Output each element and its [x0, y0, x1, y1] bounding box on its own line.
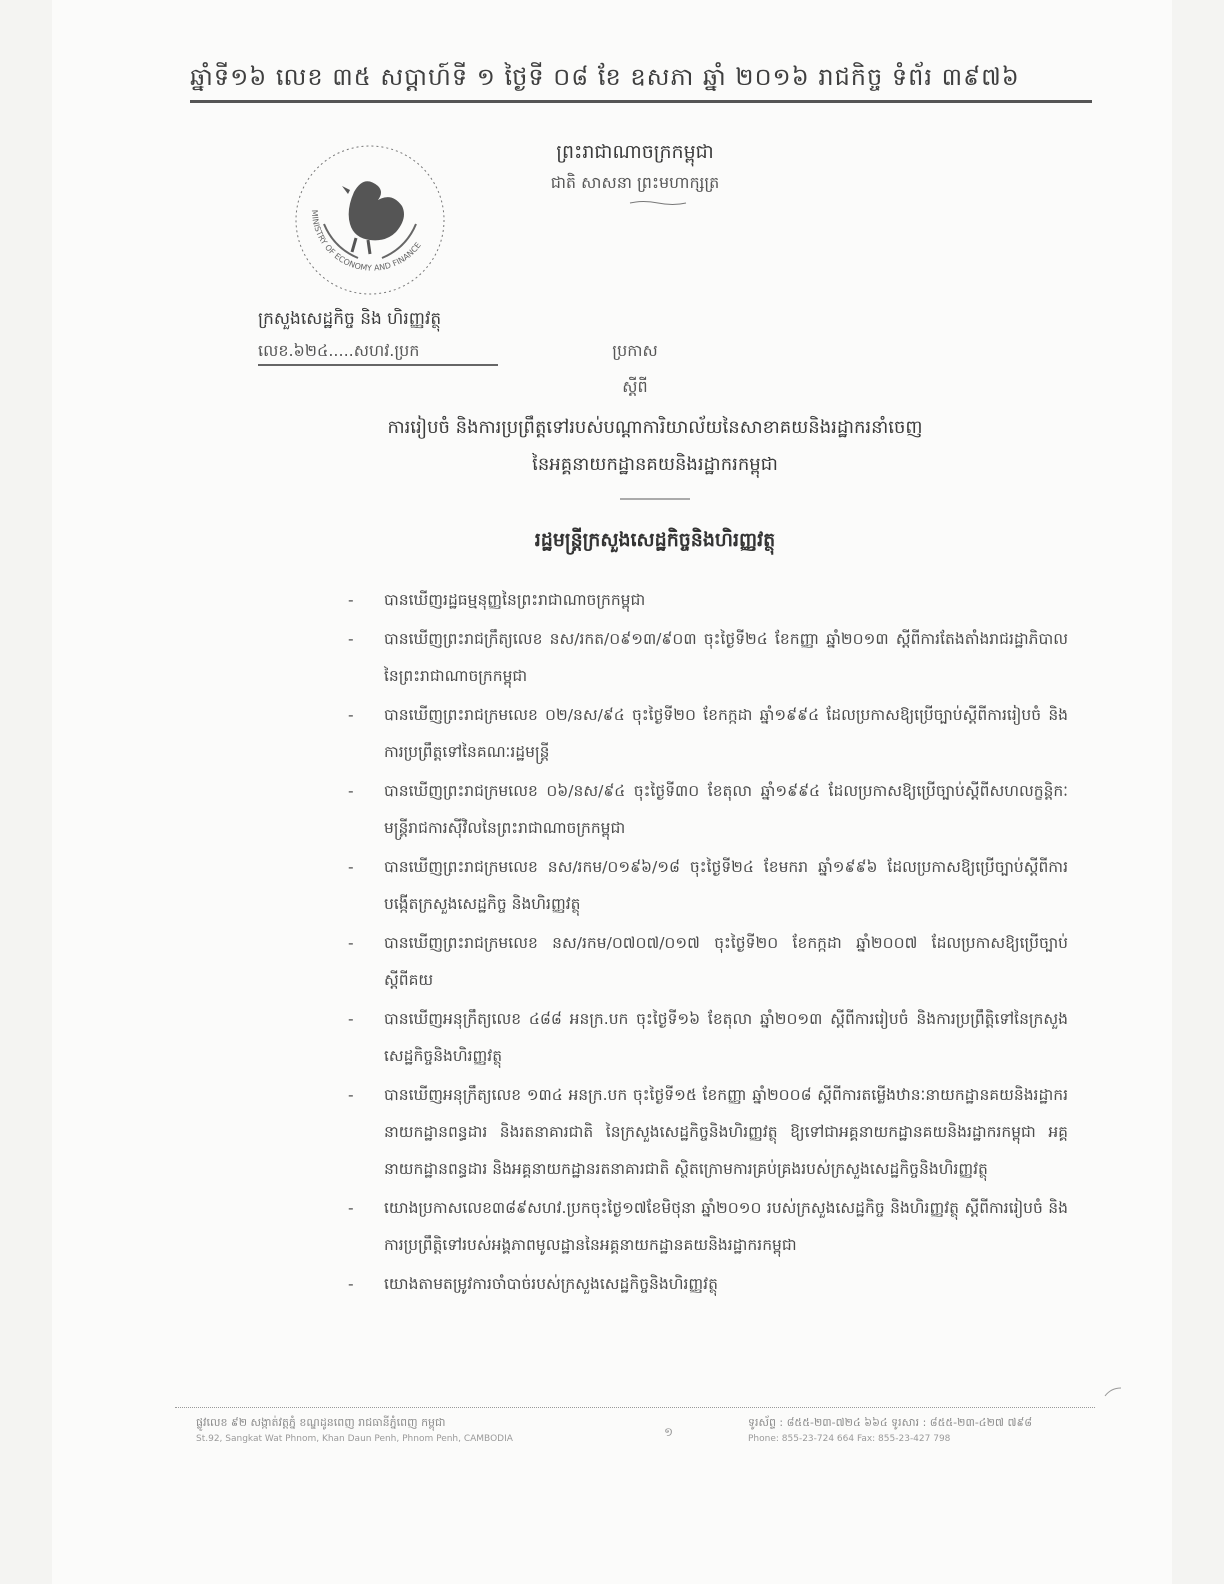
clause-text: បានឃើញរដ្ឋធម្មនុញ្ញនៃព្រះរាជាណាចក្រកម្ពុជា	[384, 591, 646, 609]
footer-phone-khmer: ទូរស័ព្ទ : ៨៥៥-២៣-៧២៤ ៦៦៤ ទូរសារ : ៨៥៥-២៣-៤២៧ ៧៩៨	[748, 1416, 1033, 1429]
motto-flourish	[628, 200, 688, 206]
clause-bullet: -	[348, 1086, 354, 1104]
pen-mark-icon	[1104, 1386, 1122, 1398]
document-about: ស្តីពី	[622, 377, 648, 396]
header-rule	[190, 100, 1092, 103]
clause-text: បានឃើញព្រះរាជក្រឹត្យលេខ នស/រកត/០៩១៣/៩០៣ ចុះថ្ងៃទី២៤ ខែកញ្ញា ឆ្នាំ២០១៣ ស្តីពីការតែងតាំងរាជរដ្ឋាភិបាលនៃព្រះរាជាណាចក្រកម្ពុជា	[384, 630, 1068, 685]
clause-text: បានឃើញព្រះរាជក្រមលេខ ០៦/នស/៩៤ ចុះថ្ងៃទី៣០ ខែតុលា ឆ្នាំ១៩៩៤ ដែលប្រកាសឱ្យប្រើច្បាប់ស្តីពីសហលក្ខន្តិកៈមន្ត្រីរាជការស៊ីវិលនៃព្រះរាជាណាចក្រកម្ពុជា	[384, 782, 1068, 837]
title-divider	[620, 498, 690, 500]
national-motto: ជាតិ សាសនា ព្រះមហាក្សត្រ	[550, 173, 720, 192]
kingdom-heading: ព្រះរាជាណាចក្រកម្ពុជា	[556, 141, 714, 163]
preamble-clause	[348, 925, 1068, 999]
footer-phone-english: Phone: 855-23-724 664 Fax: 855-23-427 798	[748, 1434, 951, 1444]
ministry-name: ក្រសួងសេដ្ឋកិច្ច និង ហិរញ្ញវត្ថុ	[258, 309, 442, 329]
clause-text: យោងតាមតម្រូវការចាំបាច់របស់ក្រសួងសេដ្ឋកិច្ចនិងហិរញ្ញវត្ថុ	[384, 1275, 718, 1293]
seal-text: MINISTRY OF ECONOMY AND FINANCE	[309, 209, 423, 273]
footer-rule	[175, 1407, 1095, 1409]
clause-text: បានឃើញអនុក្រឹត្យលេខ ១៣៤ អនក្រ.បក ចុះថ្ងៃទី១៥ ខែកញ្ញា ឆ្នាំ២០០៨ ស្តីពីការតម្លើងឋានៈនាយកដ្ឋានគយនិងរដ្ឋាករ នាយកដ្ឋានពន្ធដារ និងរតនាគារជាតិ នៃក្រសួងសេដ្ឋកិច្ចនិងហិរញ្ញវត្ថុ ឱ្យទៅជាអគ្គនាយកដ្ឋានគយនិងរដ្ឋាករកម្ពុជា អគ្គនាយកដ្ឋានពន្ធដារ និងអគ្គនាយកដ្ឋានរតនាគារជាតិ ស្ថិតក្រោមការគ្រប់គ្រងរបស់ក្រសួងសេដ្ឋកិច្ចនិងហិរញ្ញវត្ថុ	[384, 1086, 1068, 1178]
reference-number: លេខ.៦២៤.....សហវ.ប្រក	[258, 341, 420, 360]
preamble-clause	[348, 582, 1068, 619]
clause-bullet: -	[348, 706, 354, 724]
footer-address-khmer: ផ្លូវលេខ ៩២ សង្កាត់វត្តភ្នំ ខណ្ឌដូនពេញ រាជធានីភ្នំពេញ កម្ពុជា	[196, 1416, 446, 1429]
document-type: ប្រកាស	[612, 341, 658, 360]
clause-bullet: -	[348, 934, 354, 952]
rooster-icon	[342, 181, 404, 254]
clause-text: យោងប្រកាសលេខ៣៨៩សហវ.ប្រកចុះថ្ងៃ១៧ខែមិថុនា ឆ្នាំ២០១០ របស់ក្រសួងសេដ្ឋកិច្ច និងហិរញ្ញវត្ថុ ស្តីពីការរៀបចំ និងការប្រព្រឹត្តិទៅរបស់អង្គភាពមូលដ្ឋាននៃអគ្គនាយកដ្ឋានគយនិងរដ្ឋាករកម្ពុជា	[384, 1199, 1068, 1254]
reference-underline	[258, 364, 498, 366]
clause-bullet: -	[348, 782, 354, 800]
clause-bullet: -	[348, 858, 354, 876]
clause-bullet: -	[348, 1275, 354, 1293]
clause-text: បានឃើញព្រះរាជក្រមលេខ ០២/នស/៩៤ ចុះថ្ងៃទី២០ ខែកក្កដា ឆ្នាំ១៩៩៤ ដែលប្រកាសឱ្យប្រើច្បាប់ស្តីពីការរៀបចំ និងការប្រព្រឹត្តទៅនៃគណៈរដ្ឋមន្ត្រី	[384, 706, 1068, 761]
subject-line-1: ការរៀបចំ និងការប្រព្រឹត្តទៅរបស់បណ្តាការិយាល័យនៃសាខាគយនិងរដ្ឋាករនាំចេញ	[387, 417, 923, 438]
clause-text: បានឃើញអនុក្រឹត្យលេខ ៤៨៨ អនក្រ.បក ចុះថ្ងៃទី១៦ ខែតុលា ឆ្នាំ២០១៣ ស្តីពីការរៀបចំ និងការប្រព្រឹត្តិទៅនៃក្រសួងសេដ្ឋកិច្ចនិងហិរញ្ញវត្ថុ	[384, 1010, 1068, 1065]
clause-text: បានឃើញព្រះរាជក្រមលេខ នស/រកម/០១៩៦/១៨ ចុះថ្ងៃទី២៤ ខែមករា ឆ្នាំ១៩៩៦ ដែលប្រកាសឱ្យប្រើច្បាប់ស្តីពីការបង្កើតក្រសួងសេដ្ឋកិច្ច និងហិរញ្ញវត្ថុ	[384, 858, 1068, 913]
preamble-clauses	[348, 582, 1068, 1305]
clause-bullet: -	[348, 1010, 354, 1028]
clause-bullet: -	[348, 1199, 354, 1217]
preamble-clause	[348, 1077, 1068, 1188]
preamble-clause	[348, 1190, 1068, 1264]
preamble-clause	[348, 773, 1068, 847]
clause-bullet: -	[348, 630, 354, 648]
preamble-clause	[348, 621, 1068, 695]
ministry-seal	[290, 140, 450, 300]
preamble-clause	[348, 849, 1068, 923]
preamble-clause	[348, 1266, 1068, 1303]
subject-line-2: នៃអគ្គនាយកដ្ឋានគយនិងរដ្ឋាករកម្ពុជា	[532, 454, 778, 475]
preamble-clause	[348, 1001, 1068, 1075]
page-number: ១	[664, 1425, 674, 1439]
issuing-authority: រដ្ឋមន្រ្តីក្រសួងសេដ្ឋកិច្ចនិងហិរញ្ញវត្ថុ	[534, 529, 776, 551]
clause-text: បានឃើញព្រះរាជក្រមលេខ នស/រកម/០៧០៧/០១៧ ចុះថ្ងៃទី២០ ខែកក្កដា ឆ្នាំ២០០៧ ដែលប្រកាសឱ្យប្រើច្បាប់ស្តីពីគយ	[384, 934, 1068, 989]
gazette-header: ឆ្នាំទី១៦ លេខ ៣៥ សប្តាហ៍ទី ១ ថ្ងៃទី ០៨ ខែ ឧសភា ឆ្នាំ ២០១៦ រាជកិច្ច ទំព័រ ៣៩៧៦	[190, 63, 1020, 91]
preamble-clause	[348, 697, 1068, 771]
clause-bullet: -	[348, 591, 354, 609]
footer-address-english: St.92, Sangkat Wat Phnom, Khan Daun Penh, Phnom Penh, CAMBODIA	[196, 1434, 513, 1444]
